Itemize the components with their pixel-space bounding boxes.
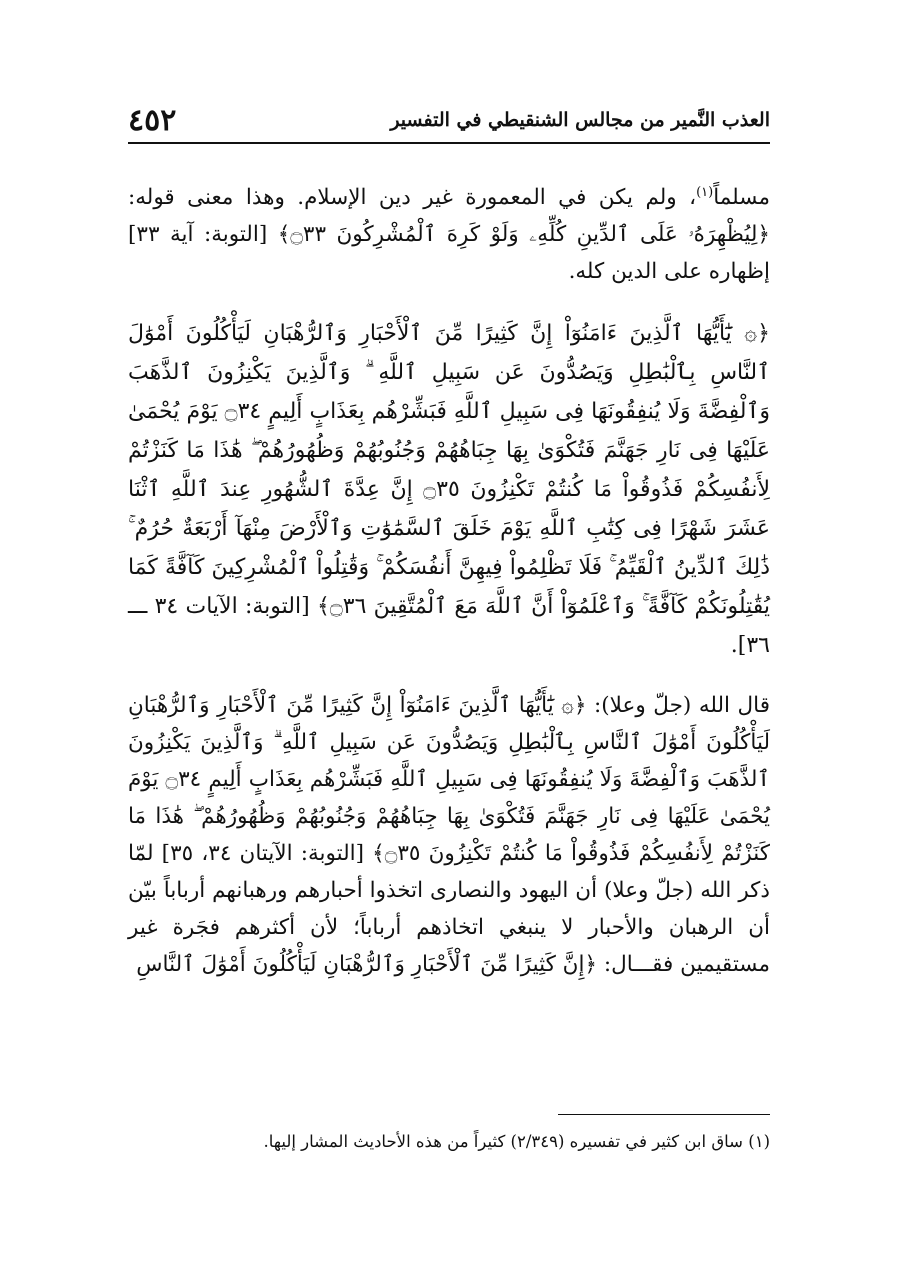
paragraph-1 [128, 174, 770, 290]
verses-citation: [التوبة: الآيات ٣٤ ـــ ٣٦]. [128, 594, 770, 659]
verses-block [128, 314, 770, 665]
running-title: العذب النَّمير من مجالس الشنقيطي في التفسير [390, 109, 770, 131]
paragraph-1-text-b: ، ولم يكن في المعمورة غير دين الإسلام. وهذا معنى قوله: [128, 185, 697, 211]
paragraph-3-intro: قال الله (جلّ وعلا): [586, 693, 770, 719]
page-header [128, 98, 770, 144]
paragraph-1-text-a: مسلماً [713, 185, 770, 211]
book-page [128, 98, 770, 1198]
verses-text: ﴿۞ يَٰٓأَيُّهَا ٱلَّذِينَ ءَامَنُوٓاْ إِنَّ كَثِيرًا مِّنَ ٱلْأَحْبَارِ وَٱلرُّهْبَانِ لَيَأْكُلُونَ أَمْوَٰلَ ٱلنَّاسِ بِٱلْبَٰطِلِ وَيَصُدُّونَ عَن سَبِيلِ ٱللَّهِ ۗ وَٱلَّذِينَ يَكْنِزُونَ ٱلذَّهَبَ وَٱلْفِضَّةَ وَلَا يُنفِقُونَهَا فِى سَبِيلِ ٱللَّهِ فَبَشِّرْهُم بِعَذَابٍ أَلِيمٍ ۝٣٤ يَوْمَ يُحْمَىٰ عَلَيْهَا فِى نَارِ جَهَنَّمَ فَتُكْوَىٰ بِهَا جِبَاهُهُمْ وَجُنُوبُهُمْ وَظُهُورُهُمْ ۖ هَٰذَا مَا كَنَزْتُمْ لِأَنفُسِكُمْ فَذُوقُواْ مَا كُنتُمْ تَكْنِزُونَ ۝٣٥ إِنَّ عِدَّةَ ٱلشُّهُورِ عِندَ ٱللَّهِ ٱثْنَا عَشَرَ شَهْرًا فِى كِتَٰبِ ٱللَّهِ يَوْمَ خَلَقَ ٱلسَّمَٰوَٰتِ وَٱلْأَرْضَ مِنْهَآ أَرْبَعَةٌ حُرُمٌ ۚ ذَٰلِكَ ٱلدِّينُ ٱلْقَيِّمُ ۚ فَلَا تَظْلِمُواْ فِيهِنَّ أَنفُسَكُمْ ۚ وَقَٰتِلُواْ ٱلْمُشْرِكِينَ كَآفَّةً كَمَا يُقَٰتِلُونَكُمْ كَآفَّةً ۚ وَٱعْلَمُوٓاْ أَنَّ ٱللَّهَ مَعَ ٱلْمُتَّقِينَ ۝٣٦﴾ [128, 321, 770, 620]
quran-quote-3: ﴿إِنَّ كَثِيرًا مِّنَ ٱلْأَحْبَارِ وَٱلرُّهْبَانِ لَيَأْكُلُونَ أَمْوَٰلَ ٱلنَّاسِ [136, 952, 598, 978]
footnote-text: ساق ابن كثير في تفسيره (٢/٣٤٩) كثيراً من هذه الأحاديث المشار إليها. [263, 1132, 743, 1151]
paragraph-3 [128, 687, 770, 983]
footnote-reference: (١) [696, 185, 714, 200]
quran-quote-1: ﴿لِيُظْهِرَهُۥ عَلَى ٱلدِّينِ كُلِّهِۦ وَلَوْ كَرِهَ ٱلْمُشْرِكُونَ ۝٣٣﴾ [277, 222, 770, 248]
page-number: ٤٥٢ [128, 102, 177, 138]
footnote-marker: (١) [748, 1132, 770, 1151]
paragraph-3-body: [التوبة: الآيتان ٣٤، ٣٥] لمّا ذكر الله (جلّ وعلا) أن اليهود والنصارى اتخذوا أحبارهم ورهبانهم أرباباً بيّن أن الرهبان والأحبار لا ينبغي اتخاذهم أرباباً؛ لأن أكثرهم فجَرة غير مستقيمين فقـــال: [128, 841, 770, 978]
quran-quote-2: ﴿۞ يَٰٓأَيُّهَا ٱلَّذِينَ ءَامَنُوٓاْ إِنَّ كَثِيرًا مِّنَ ٱلْأَحْبَارِ وَٱلرُّهْبَانِ لَيَأْكُلُونَ أَمْوَٰلَ ٱلنَّاسِ بِٱلْبَٰطِلِ وَيَصُدُّونَ عَن سَبِيلِ ٱللَّهِ ۗ وَٱلَّذِينَ يَكْنِزُونَ ٱلذَّهَبَ وَٱلْفِضَّةَ وَلَا يُنفِقُونَهَا فِى سَبِيلِ ٱللَّهِ فَبَشِّرْهُم بِعَذَابٍ أَلِيمٍ ۝٣٤ يَوْمَ يُحْمَىٰ عَلَيْهَا فِى نَارِ جَهَنَّمَ فَتُكْوَىٰ بِهَا جِبَاهُهُمْ وَجُنُوبُهُمْ وَظُهُورُهُمْ ۖ هَٰذَا مَا كَنَزْتُمْ لِأَنفُسِكُمْ فَذُوقُواْ مَا كُنتُمْ تَكْنِزُونَ ۝٣٥﴾ [128, 693, 770, 867]
footnote [128, 1132, 770, 1151]
paragraph-1-text-c: [التوبة: آية ٣٣] إظهاره على الدين كله. [128, 222, 770, 285]
footnote-divider [558, 1114, 770, 1115]
